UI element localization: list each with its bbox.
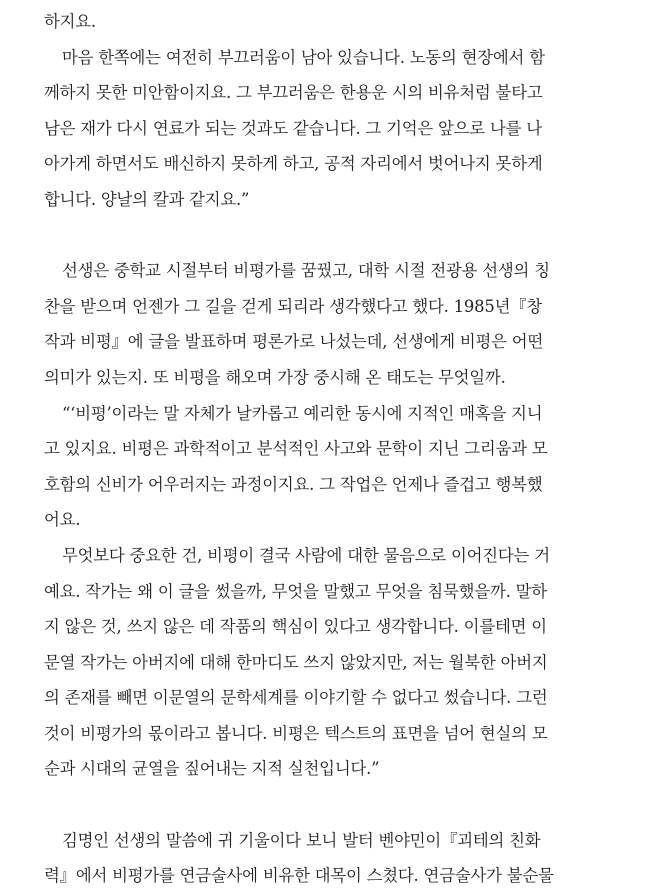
- paragraph-gap: [44, 787, 606, 823]
- text-line: 아가게 하면서도 배신하지 못하게 하고, 공적 자리에서 벗어나지 못하게: [44, 154, 543, 174]
- text-line: 합니다. 양날의 칼과 같지요.”: [44, 189, 250, 209]
- text-line: 의 존재를 빼면 이문열의 문학세계를 이야기할 수 없다고 썼습니다. 그런: [44, 688, 548, 708]
- text-line: 마음 한쪽에는 여전히 부끄러움이 남아 있습니다. 노동의 현장에서 함: [62, 47, 545, 67]
- paragraph: [44, 823, 606, 894]
- text-line: 순과 시대의 균열을 짚어내는 지적 실천입니다.”: [44, 759, 380, 779]
- text-line: 문열 작가는 아버지에 대해 한마디도 쓰지 않았지만, 저는 월북한 아버지: [44, 652, 548, 672]
- text-line: 무엇보다 중요한 건, 비평이 결국 사람에 대한 물음으로 이어진다는 거: [62, 545, 550, 565]
- paragraph: [44, 253, 606, 395]
- text-line: 고 있지요. 비평은 과학적이고 분석적인 사고와 문학이 지닌 그리움과 모: [44, 439, 548, 459]
- text-line: 작과 비평』에 글을 발표하며 평론가로 나섰는데, 선생에게 비평은 어떤: [44, 332, 544, 352]
- paragraph: [44, 396, 606, 538]
- paragraph: [44, 40, 606, 218]
- text-line: “‘비평’이라는 말 자체가 날카롭고 예리한 동시에 지적인 매혹을 지니: [62, 403, 543, 423]
- text-line: 김명인 선생의 말씀에 귀 기울이다 보니 발터 벤야민이『괴테의 친화: [62, 830, 541, 850]
- text-line: 예요. 작가는 왜 이 글을 썼을까, 무엇을 말했고 무엇을 침묵했을까. 말하: [44, 581, 547, 601]
- text-line: 남은 재가 다시 연료가 되는 것과도 같습니다. 그 기억은 앞으로 나를 나: [44, 118, 542, 138]
- text-line: 어요.: [44, 510, 81, 530]
- paragraph: [44, 538, 606, 787]
- text-line: 의미가 있는지. 또 비평을 해오며 가장 중시해 온 태도는 무엇일까.: [44, 367, 506, 387]
- text-line: 찬을 받으며 언젠가 그 길을 걷게 되리라 생각했다고 했다. 1985년『창: [44, 296, 543, 316]
- text-line: 께하지 못한 미안함이지요. 그 부끄러움은 한용운 시의 비유처럼 불타고: [44, 83, 543, 103]
- paragraph-gap: [44, 218, 606, 254]
- text-line: 지 않은 것, 쓰지 않은 데 작품의 핵심이 있다고 생각합니다. 이를테면 이: [44, 617, 547, 637]
- text-line: 선생은 중학교 시절부터 비평가를 꿈꿨고, 대학 시절 전광용 선생의 칭: [62, 261, 550, 281]
- text-line: 력』에서 비평가를 연금술사에 비유한 대목이 스쳤다. 연금술사가 불순물: [44, 866, 554, 886]
- text-line: 것이 비평가의 몫이라고 봅니다. 비평은 텍스트의 표면을 넘어 현실의 모: [44, 723, 548, 743]
- paragraph: [44, 4, 606, 40]
- text-line: 호함의 신비가 어우러지는 과정이지요. 그 작업은 언제나 즐겁고 행복했: [44, 474, 543, 494]
- text-line: 하지요.: [44, 12, 96, 31]
